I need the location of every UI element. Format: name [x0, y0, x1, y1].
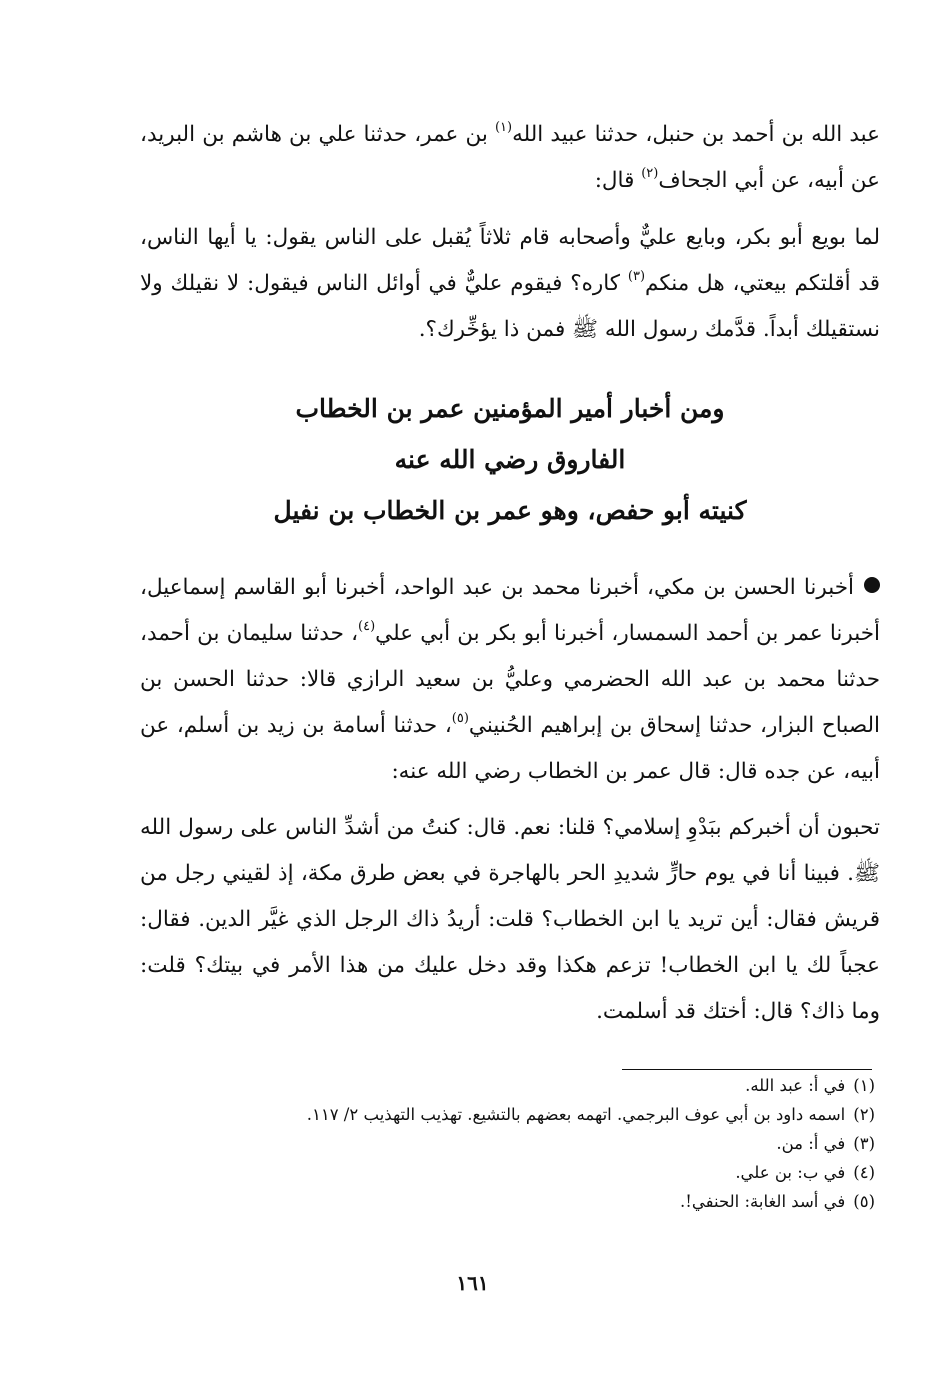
footnote-text: في أ: عبد الله. — [745, 1076, 846, 1095]
heading-line: كنيته أبو حفص، وهو عمر بن الخطاب بن نفيل — [273, 496, 747, 525]
paragraph-text: تحبون أن أخبركم ببَدْوِ إسلامي؟ قلنا: نعم. قال: كنتُ من أشدِّ الناس على رسول الله ﷺ. فبينا أنا في يوم حارٍّ شديدِ الحر بالهاجرة في بعض طرق مكة، إذ لقيني رجل من قريش فقال: أين تريد يا ابن الخطاب؟ قلت: أريدُ ذاك الرجل الذي غيَّر الدين. فقال: عجباً لك يا ابن الخطاب! تزعم هكذا وقد دخل عليك من هذا الأمر في بيتك؟ قلت: وما ذاك؟ قال: أختك قد أسلمت. — [140, 815, 880, 1024]
footnote-ref: (٤) — [358, 619, 376, 634]
footnote — [140, 1158, 875, 1187]
footnote-number: (٢) — [853, 1105, 875, 1124]
footnote-number: (٣) — [853, 1134, 875, 1153]
section-heading — [140, 383, 880, 536]
heading-line: ومن أخبار أمير المؤمنين عمر بن الخطاب — [295, 394, 725, 423]
footnote-ref: (١) — [494, 120, 513, 135]
footnote-text: في أسد الغابة: الحنفي!. — [679, 1192, 846, 1211]
isnad-paragraph — [140, 565, 880, 1035]
paragraph-segment: أخبرنا الحسن بن مكي، أخبرنا محمد بن عبد الواحد، أخبرنا أبو القاسم إسماعيل، أخبرنا عمر بن أحمد السمسار، أخبرنا أبو بكر بن أبي علي — [140, 575, 880, 646]
paragraph-text — [140, 565, 880, 795]
footnote — [140, 1100, 875, 1129]
paragraph-segment: ، حدثنا أسامة بن زيد بن أسلم، عن أبيه، عن جده قال: قال عمر بن الخطاب رضي الله عنه: — [140, 713, 880, 784]
footnote-number: (٥) — [853, 1192, 875, 1211]
footnote — [140, 1187, 875, 1216]
paragraph-segment: قال: — [594, 168, 642, 193]
paragraph-segment: ، حدثنا سليمان بن أحمد، حدثنا محمد بن عبد الله الحضرمي وعليُّ بن سعيد الرازي قالا: حدثنا الحسن بن الصباح البزار، حدثنا إسحاق بن إبراهيم الحُنيني — [140, 621, 880, 738]
footnote-text: في أ: من. — [776, 1134, 846, 1153]
paragraph-segment: عبد الله بن أحمد بن حنبل، حدثنا عبيد الله — [512, 122, 880, 147]
footnote — [140, 1129, 875, 1158]
footnote-number: (١) — [853, 1076, 875, 1095]
footnote-text: في ب: بن علي. — [735, 1163, 846, 1182]
bullet-icon — [864, 577, 880, 593]
footnote-text: اسمه داود بن أبي عوف البرجمي. اتهمه بعضهم بالتشيع. تهذيب التهذيب ٢/ ١١٧. — [306, 1105, 846, 1124]
paragraph-segment: لما بويع أبو بكر، وبايع عليٌّ وأصحابه قام ثلاثاً يُقبل على الناس يقول: يا أيها الناس، قد أقلتكم بيعتي، هل منكم — [140, 225, 880, 296]
footnote-ref: (٢) — [641, 166, 659, 181]
paragraph-segment: كاره؟ فيقوم عليٌّ في أوائل الناس فيقول: لا نقيلك ولا نستقيلك أبداً. قدَّمك رسول الله ﷺ فمن ذا يؤخِّرك؟. — [140, 271, 880, 342]
narration-paragraph — [140, 215, 880, 353]
page-number: ١٦١ — [456, 1271, 489, 1295]
paragraph-text — [140, 215, 880, 353]
footnote-ref: (٣) — [627, 269, 646, 284]
footnotes — [140, 1071, 875, 1216]
isnad-paragraph — [140, 112, 880, 204]
heading-line: الفاروق رضي الله عنه — [394, 445, 626, 474]
paragraph-text — [140, 112, 880, 204]
footnote-divider — [622, 1069, 872, 1070]
footnote-number: (٤) — [853, 1163, 875, 1182]
paragraph-segment: بن عمر، حدثنا علي بن هاشم بن البريد، عن أبيه، عن أبي الجحاف — [140, 122, 880, 193]
footnote — [140, 1071, 875, 1100]
footnote-ref: (٥) — [451, 711, 469, 726]
